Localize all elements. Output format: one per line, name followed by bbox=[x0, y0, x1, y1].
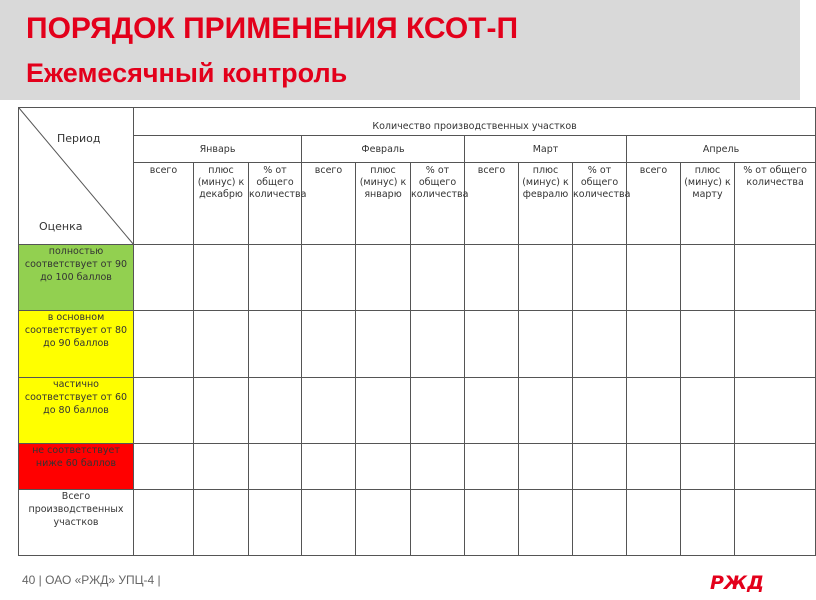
table-cell[interactable] bbox=[735, 311, 816, 378]
table-row bbox=[19, 245, 816, 311]
assessment-label: Оценка bbox=[39, 220, 83, 233]
table-cell[interactable] bbox=[627, 444, 681, 490]
subheader-change: плюс (минус) к декабрю bbox=[194, 163, 249, 245]
table-cell[interactable] bbox=[519, 378, 573, 444]
table-cell[interactable] bbox=[249, 245, 302, 311]
table-cell[interactable] bbox=[735, 378, 816, 444]
table-cell[interactable] bbox=[465, 444, 519, 490]
row-label-mostly-compliant: в основном соответствует от 80 до 90 баллов bbox=[19, 311, 134, 378]
table-cell[interactable] bbox=[249, 311, 302, 378]
table-cell[interactable] bbox=[627, 378, 681, 444]
table-cell[interactable] bbox=[411, 245, 465, 311]
period-label: Период bbox=[57, 132, 101, 145]
month-header-february: Февраль bbox=[302, 136, 465, 163]
control-table-container bbox=[18, 107, 807, 557]
table-cell[interactable] bbox=[573, 311, 627, 378]
table-cell[interactable] bbox=[627, 245, 681, 311]
slide-header bbox=[0, 0, 800, 100]
row-label-partially-compliant: частично соответствует от 60 до 80 баллов bbox=[19, 378, 134, 444]
subheader-change: плюс (минус) к январю bbox=[356, 163, 411, 245]
table-cell[interactable] bbox=[735, 245, 816, 311]
table-cell[interactable] bbox=[194, 444, 249, 490]
subheader-total: всего bbox=[134, 163, 194, 245]
table-cell[interactable] bbox=[356, 311, 411, 378]
slide-title: ПОРЯДОК ПРИМЕНЕНИЯ КСОТ-П bbox=[26, 12, 519, 45]
table-cell[interactable] bbox=[356, 444, 411, 490]
table-cell[interactable] bbox=[573, 245, 627, 311]
group-header: Количество производственных участков bbox=[134, 108, 816, 136]
table-cell[interactable] bbox=[134, 311, 194, 378]
table-cell[interactable] bbox=[411, 378, 465, 444]
table-cell[interactable] bbox=[573, 444, 627, 490]
table-cell[interactable] bbox=[356, 378, 411, 444]
row-label-non-compliant: не соответствует ниже 60 баллов bbox=[19, 444, 134, 490]
table-cell[interactable] bbox=[681, 245, 735, 311]
table-cell[interactable] bbox=[465, 378, 519, 444]
table-cell[interactable] bbox=[735, 444, 816, 490]
rzd-logo-icon bbox=[708, 568, 765, 596]
table-cell[interactable] bbox=[519, 245, 573, 311]
table-cell[interactable] bbox=[194, 311, 249, 378]
table-cell[interactable] bbox=[194, 245, 249, 311]
table-cell[interactable] bbox=[302, 444, 356, 490]
subheader-change: плюс (минус) к марту bbox=[681, 163, 735, 245]
subheader-percent: % от общего количества bbox=[573, 163, 627, 245]
subheader-total: всего bbox=[302, 163, 356, 245]
month-header-january: Январь bbox=[134, 136, 302, 163]
table-cell[interactable] bbox=[411, 490, 465, 556]
table-row bbox=[19, 490, 816, 556]
table-cell[interactable] bbox=[249, 378, 302, 444]
slide-subtitle: Ежемесячный контроль bbox=[26, 58, 348, 88]
table-cell[interactable] bbox=[627, 311, 681, 378]
subheader-total: всего bbox=[627, 163, 681, 245]
row-label-total-sites: Всего производственных участков bbox=[19, 490, 134, 556]
table-cell[interactable] bbox=[411, 311, 465, 378]
table-cell[interactable] bbox=[465, 490, 519, 556]
subheader-percent: % от общего количества bbox=[249, 163, 302, 245]
table-cell[interactable] bbox=[519, 490, 573, 556]
table-cell[interactable] bbox=[249, 444, 302, 490]
table-cell[interactable] bbox=[681, 444, 735, 490]
table-cell[interactable] bbox=[681, 378, 735, 444]
table-cell[interactable] bbox=[356, 245, 411, 311]
subheader-percent: % от общего количества bbox=[735, 163, 816, 245]
month-header-april: Апрель bbox=[627, 136, 816, 163]
table-cell[interactable] bbox=[194, 378, 249, 444]
svg-text:РЖД: РЖД bbox=[710, 572, 765, 594]
table-cell[interactable] bbox=[465, 245, 519, 311]
subheader-change: плюс (минус) к февралю bbox=[519, 163, 573, 245]
subheader-percent: % от общего количества bbox=[411, 163, 465, 245]
table-cell[interactable] bbox=[519, 444, 573, 490]
table-cell[interactable] bbox=[302, 311, 356, 378]
table-cell[interactable] bbox=[573, 490, 627, 556]
table-cell[interactable] bbox=[302, 490, 356, 556]
table-cell[interactable] bbox=[134, 444, 194, 490]
table-cell[interactable] bbox=[134, 245, 194, 311]
table-cell[interactable] bbox=[356, 490, 411, 556]
table-row bbox=[19, 311, 816, 378]
table-row bbox=[19, 444, 816, 490]
month-header-march: Март bbox=[465, 136, 627, 163]
table-cell[interactable] bbox=[134, 490, 194, 556]
slide-footer bbox=[0, 560, 800, 600]
corner-cell bbox=[19, 108, 134, 245]
table-cell[interactable] bbox=[302, 378, 356, 444]
table-cell[interactable] bbox=[519, 311, 573, 378]
table-cell[interactable] bbox=[194, 490, 249, 556]
subheader-total: всего bbox=[465, 163, 519, 245]
table-cell[interactable] bbox=[411, 444, 465, 490]
table-cell[interactable] bbox=[681, 490, 735, 556]
table-cell[interactable] bbox=[681, 311, 735, 378]
table-cell[interactable] bbox=[465, 311, 519, 378]
table-row bbox=[19, 378, 816, 444]
row-label-full-compliance: полностью соответствует от 90 до 100 баллов bbox=[19, 245, 134, 311]
footer-text: 40 | ОАО «РЖД» УПЦ-4 | bbox=[22, 573, 161, 587]
table-cell[interactable] bbox=[302, 245, 356, 311]
table-cell[interactable] bbox=[134, 378, 194, 444]
table-cell[interactable] bbox=[249, 490, 302, 556]
control-table bbox=[18, 107, 816, 556]
table-cell[interactable] bbox=[573, 378, 627, 444]
table-cell[interactable] bbox=[735, 490, 816, 556]
table-cell[interactable] bbox=[627, 490, 681, 556]
